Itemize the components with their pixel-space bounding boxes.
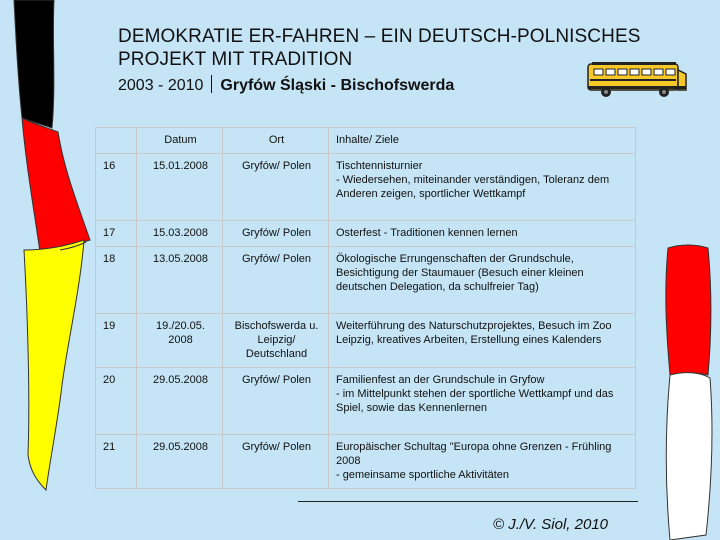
- cell-datum: 15.01.2008: [137, 154, 223, 221]
- cell-datum: 13.05.2008: [137, 247, 223, 314]
- cell-inhalt: Weiterführung des Naturschutzprojektes, Besuch im Zoo Leipzig, kreatives Arbeiten, Erstellung eines Kalenders: [329, 314, 636, 368]
- table-row: [96, 154, 636, 221]
- cell-nr: 18: [96, 247, 137, 314]
- page-title: DEMOKRATIE ER-FAHREN – EIN DEUTSCH-POLNISCHES PROJEKT MIT TRADITION: [118, 26, 641, 70]
- cell-ort: Gryfów/ Polen: [223, 435, 329, 489]
- table-row: [96, 221, 636, 247]
- project-years: 2003 - 2010: [118, 77, 204, 94]
- table-row: [96, 368, 636, 435]
- cell-inhalt: Familienfest an der Grundschule in Gryfow - im Mittelpunkt stehen der sportliche Wettkampf und das Spiel, sowie das Kennenlernen: [329, 368, 636, 435]
- cell-inhalt: Tischtennisturnier - Wiedersehen, miteinander verständigen, Toleranz dem Anderen zeigen, sportlicher Wettkampf: [329, 154, 636, 221]
- table-row: [96, 247, 636, 314]
- cell-ort: Gryfów/ Polen: [223, 247, 329, 314]
- cell-ort: Gryfów/ Polen: [223, 368, 329, 435]
- footer-divider: [298, 501, 638, 502]
- table-row: [96, 314, 636, 368]
- cell-datum: 15.03.2008: [137, 221, 223, 247]
- header-ort: Ort: [223, 128, 329, 154]
- cell-nr: 19: [96, 314, 137, 368]
- cell-ort: Gryfów/ Polen: [223, 221, 329, 247]
- school-bus-icon: [586, 60, 690, 100]
- cell-inhalt: Osterfest - Traditionen kennen lernen: [329, 221, 636, 247]
- cell-inhalt: Ökologische Errungenschaften der Grundschule, Besichtigung der Staumauer (Besuch einer kleinen deutschen Delegation, da schulfreier Tag): [329, 247, 636, 314]
- header-datum: Datum: [137, 128, 223, 154]
- cell-nr: 21: [96, 435, 137, 489]
- header-inhalte: Inhalte/ Ziele: [329, 128, 636, 154]
- copyright: © J./V. Siol, 2010: [493, 516, 608, 533]
- table-row: [96, 435, 636, 489]
- partner-towns: Gryfów Śląski - Bischofswerda: [220, 77, 455, 94]
- cell-inhalt: Europäischer Schultag "Europa ohne Grenzen - Frühling 2008 - gemeinsame sportliche Aktivitäten: [329, 435, 636, 489]
- program-table: [95, 127, 636, 489]
- table-header-row: [96, 128, 636, 154]
- cell-ort: Bischofswerda u. Leipzig/ Deutschland: [223, 314, 329, 368]
- cell-nr: 20: [96, 368, 137, 435]
- header-nr: [96, 128, 137, 154]
- cell-ort: Gryfów/ Polen: [223, 154, 329, 221]
- german-flag-ribbon: [14, 0, 90, 490]
- cell-nr: 17: [96, 221, 137, 247]
- polish-flag-ribbon: [666, 245, 712, 540]
- cell-nr: 16: [96, 154, 137, 221]
- cell-datum: 29.05.2008: [137, 368, 223, 435]
- cell-datum: 29.05.2008: [137, 435, 223, 489]
- subtitle-separator: [211, 75, 212, 93]
- subtitle: [118, 75, 454, 95]
- cell-datum: 19./20.05. 2008: [137, 314, 223, 368]
